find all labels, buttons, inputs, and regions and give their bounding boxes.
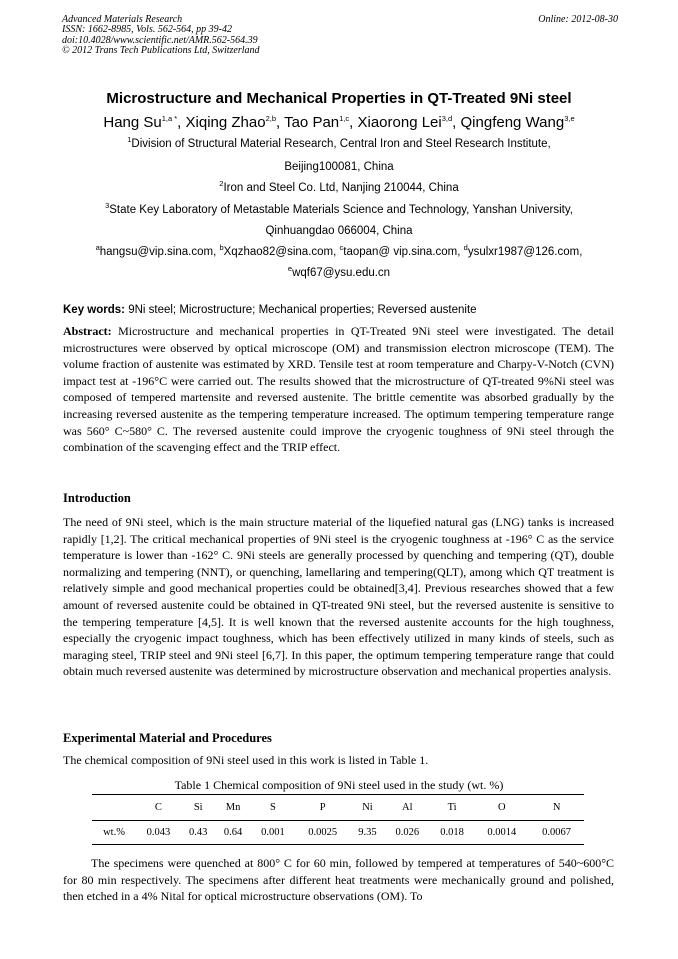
author-sup: 3,e [564,114,575,123]
affiliation-3-line-1 [0,201,678,216]
email-b: Xqzhao82@sina.com, [223,246,340,258]
paper-title: Microstructure and Mechanical Properties in QT-Treated 9Ni steel [106,90,572,107]
issn-line: ISSN: 1662-8985, Vols. 562-564, pp 39-42 [62,24,232,36]
author-name: Hang Su [103,114,162,131]
journal-name: Advanced Materials Research [62,14,183,25]
author-sup: 2,b [265,114,277,123]
header-cell: O [474,795,529,821]
table-cell: 0.0014 [474,821,529,845]
keywords-text: 9Ni steel; Microstructure; Mechanical properties; Reversed austenite [125,304,477,316]
email-sup: e [287,264,293,274]
table-cell: 0.43 [181,821,216,845]
experimental-intro: The chemical composition of 9Ni steel used in this work is listed in Table 1. [63,753,429,767]
keywords [63,304,477,316]
header-cell: S [250,795,295,821]
author-separator: , [452,114,461,131]
table-row [92,821,584,845]
affiliation-sup: 3 [105,201,110,211]
online-date: Online: 2012-08-30 [538,14,618,25]
affiliation-3-line-2: Qinhuangdao 066004, China [265,225,413,237]
author-separator: , [276,114,285,131]
affiliation-1-line-1 [0,135,678,150]
abstract-text: Microstructure and mechanical properties in QT-Treated 9Ni steel were investigated. The detail microstructures were observed by optical microscope (OM) and transmission electron microscope (TEM). The volume fraction of austenite was estimated by XRD. Tensile test at room temperature and Charpy-V-Notch (CVN) impact test at -196°C were carried out. The results showed that the microstructure of QT-treated 9%Ni steel was composed of tempered martensite and reversed austenite. The brittle cementite was absorbed gradually by the increasing reversed austenite as the tempering temperature increased. The optimum tempering temperature range was 560° C~580° C. The reversed austenite could improve the cryogenic toughness of 9Ni steel through the combination of the scavenging effect and the TRIP effect. [63,324,614,455]
abstract-label: Abstract: [63,324,112,338]
author-list [0,114,678,131]
table-cell: 0.001 [250,821,295,845]
email-sup: a [95,243,100,253]
author-name: Qingfeng Wang [460,114,565,131]
author-name: Xiaorong Lei [357,114,442,131]
table-cell: 0.018 [430,821,475,845]
header-cell [92,795,136,821]
author-name: Tao Pan [284,114,340,131]
email-e: wqf67@ysu.edu.cn [292,267,391,279]
journal-header [62,15,618,57]
header-cell: Al [385,795,430,821]
composition-table [92,794,584,845]
header-cell: P [295,795,350,821]
abstract [63,323,614,456]
table-cell: wt.% [92,821,136,845]
affiliation-2 [0,179,678,194]
affiliation-text: State Key Laboratory of Metastable Materials Science and Technology, Yanshan University, [109,204,573,216]
header-cell: Si [181,795,216,821]
experimental-heading: Experimental Material and Procedures [63,731,272,745]
author-sup: 1,a * [161,114,178,123]
author-sup: 3,d [441,114,453,123]
introduction-heading: Introduction [63,491,131,505]
email-c: taopan@ vip.sina.com, [343,246,464,258]
affiliation-sup: 1 [127,135,132,145]
table-cell: 0.0067 [529,821,584,845]
author-name: Xiqing Zhao [185,114,266,131]
affiliation-text: Iron and Steel Co. Ltd, Nanjing 210044, China [223,182,459,194]
header-cell: Ti [430,795,475,821]
header-cell: Ni [350,795,385,821]
introduction-text: The need of 9Ni steel, which is the main structure material of the liquefied natural gas (LNG) tanks is increased rapidly [1,2]. The critical mechanical properties of 9Ni steel is the cryogenic toughness at -196° C as the service temperature is lower than -162° C. 9Ni steels are generally processed by quenching and tempering (QT), double normalizing and tempering (NNT), or quenching, lamellaring and tempering(QLT), among which QT treatment is relatively simple and good mechanical properties could be obtained[3,4]. Previous researches showed that a few amount of reversed austenite could be obtained in QT-treated 9Ni steel, but the reversed austenite is sensitive to the tempering temperature [4,5]. It is well known that the reversed austenite accounts for the high toughness, especially the cryogenic impact toughness, which has been effectively utilized in many kinds of steels, such as maraging steel, TRIP steel and 9Ni steel [6,7]. In this paper, the optimum tempering temperature range that could obtain much reversed austenite was determined by microstructure observation and mechanical properties analysis. [63,515,614,679]
email-sup: c [339,243,344,253]
header-cell: C [136,795,181,821]
author-separator: , [177,114,186,131]
email-d: ysulxr1987@126.com, [467,246,583,258]
header-cell: N [529,795,584,821]
table-cell: 9.35 [350,821,385,845]
email-a: hangsu@vip.sina.com, [99,246,220,258]
affiliation-sup: 2 [219,179,224,189]
table-cell: 0.043 [136,821,181,845]
email-sup: b [219,243,224,253]
email-line-1 [0,243,678,258]
table-caption: Table 1 Chemical composition of 9Ni steel used in the study (wt. %) [174,778,504,792]
affiliation-1-line-2: Beijing100081, China [284,161,394,173]
table-header-row [92,795,584,821]
keywords-label: Key words: [63,304,125,316]
email-sup: d [463,243,468,253]
affiliation-text: Division of Structural Material Research, Central Iron and Steel Research Institute, [131,138,551,150]
header-cell: Mn [216,795,251,821]
author-separator: , [349,114,358,131]
table-cell: 0.026 [385,821,430,845]
doi-line: doi:10.4028/www.scientific.net/AMR.562-564.39 [62,34,258,46]
author-sup: 1,c [339,114,350,123]
table-cell: 0.64 [216,821,251,845]
copyright-line: © 2012 Trans Tech Publications Ltd, Switzerland [62,45,260,57]
table-cell: 0.0025 [295,821,350,845]
email-line-2 [0,264,678,279]
procedure-text: The specimens were quenched at 800° C for 60 min, followed by tempered at temperatures of 540~600°C for 80 min respectively. The specimens after different heat treatments were mechanically ground and polished, then etched in a 4% Nital for optical microstructure observations (OM). To [63,856,614,904]
